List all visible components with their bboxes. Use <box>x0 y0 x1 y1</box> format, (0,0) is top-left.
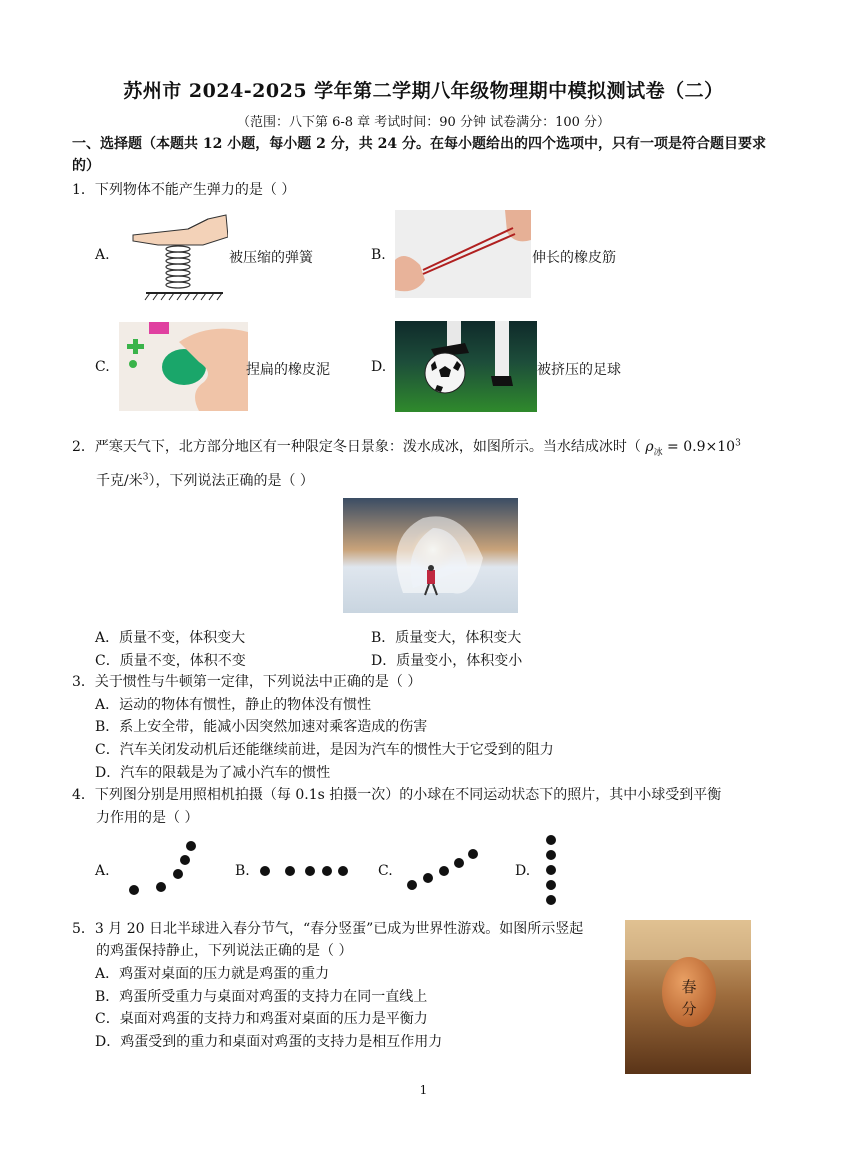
q4b-ball <box>305 866 315 876</box>
q4-label-b: B. <box>235 863 250 879</box>
q4d-ball <box>546 850 556 860</box>
compressed-spring-image <box>128 207 228 302</box>
rho-subscript: 冰 <box>653 447 663 458</box>
q1-option-d-text: 被挤压的足球 <box>537 362 621 378</box>
q5-option-c: C．桌面对鸡蛋的支持力和鸡蛋对桌面的压力是平衡力 <box>95 1011 428 1027</box>
q4a-ball <box>173 869 183 879</box>
q4c-ball <box>439 866 449 876</box>
q4b-ball <box>322 866 332 876</box>
q3-option-c: C．汽车关闭发动机后还能继续前进，是因为汽车的惯性大于它受到的阻力 <box>95 742 554 758</box>
q1-option-a-text: 被压缩的弹簧 <box>229 250 313 266</box>
q4a-ball <box>180 855 190 865</box>
soccer-ball-image <box>395 321 537 412</box>
question-5-stem-line2: 的鸡蛋保持静止，下列说法正确的是（ ） <box>96 943 353 959</box>
q4d-ball <box>546 895 556 905</box>
q1-option-c-letter: C. <box>95 359 110 375</box>
water-to-ice-image <box>343 498 518 613</box>
q4d-ball <box>546 880 556 890</box>
q4c-ball <box>468 849 478 859</box>
page-number: 1 <box>419 1083 428 1097</box>
q5-option-b: B．鸡蛋所受重力与桌面对鸡蛋的支持力在同一直线上 <box>95 989 428 1005</box>
q2-stem-end: ），下列说法正确的是（ ） <box>148 473 314 489</box>
exam-scope-info: （范围：八下第 6-8 章 考试时间：90 分钟 试卷满分：100 分） <box>236 115 611 130</box>
egg-text-fen: 分 <box>681 1000 697 1018</box>
rubber-band-image <box>395 210 531 298</box>
q4a-ball <box>129 885 139 895</box>
standing-egg-image <box>625 920 751 1074</box>
q4b-ball <box>285 866 295 876</box>
page-title: 苏州市 2024-2025 学年第二学期八年级物理期中模拟测试卷（二） <box>123 80 724 102</box>
egg-text-chun: 春 <box>681 978 697 996</box>
q2-option-d: D．质量变小，体积变小 <box>371 653 523 669</box>
q4-label-a: A. <box>95 863 110 879</box>
q4b-ball <box>260 866 270 876</box>
q4d-ball <box>546 835 556 845</box>
q3-option-b: B．系上安全带，能减小因突然加速对乘客造成的伤害 <box>95 719 428 735</box>
question-4-stem: 4．下列图分别是用照相机拍摄（每 0.1s 拍摄一次）的小球在不同运动状态下的照片，其中小球受到平衡 <box>72 787 722 803</box>
q4a-ball <box>156 882 166 892</box>
squeezed-clay-image <box>119 322 248 411</box>
q1-option-d-letter: D. <box>371 359 387 375</box>
q4-label-d: D. <box>515 863 531 879</box>
q4a-ball <box>186 841 196 851</box>
question-1-stem: 1．下列物体不能产生弹力的是（ ） <box>72 182 296 198</box>
q3-option-a: A．运动的物体有惯性，静止的物体没有惯性 <box>95 697 372 713</box>
q4c-ball <box>407 880 417 890</box>
question-2-stem <box>72 436 741 458</box>
q2-option-c: C．质量不变，体积不变 <box>95 653 246 669</box>
q4d-ball <box>546 865 556 875</box>
section-heading: 一、选择题（本题共 12 小题，每小题 2 分，共 24 分。在每小题给出的四个选项中，只有一项是符合题目要求的） <box>72 136 766 174</box>
question-5-stem: 5．3 月 20 日北半球进入春分节气，“春分竖蛋”已成为世界性游戏。如图所示竖起 <box>72 921 584 937</box>
q1-option-b-letter: B. <box>371 247 386 263</box>
q1-option-b-text: 伸长的橡皮筋 <box>532 250 616 266</box>
q4b-ball <box>338 866 348 876</box>
rho-exponent: 3 <box>735 438 741 449</box>
q5-option-a: A．鸡蛋对桌面的压力就是鸡蛋的重力 <box>95 966 330 982</box>
q2-unit-exponent: 3 <box>142 472 149 483</box>
rho-value: = 0.9×10 <box>662 439 736 455</box>
q1-option-c-text: 捏扁的橡皮泥 <box>246 362 330 378</box>
question-2-stem-line2 <box>96 470 314 490</box>
q2-stem-text: 2．严寒天气下，北方部分地区有一种限定冬日景象：泼水成冰，如图所示。当水结成冰时（ <box>72 439 641 455</box>
q4-label-c: C. <box>378 863 393 879</box>
q2-option-a: A．质量不变，体积变大 <box>95 630 246 646</box>
q3-option-d: D．汽车的限载是为了减小汽车的惯性 <box>95 765 331 781</box>
question-3-stem: 3．关于惯性与牛顿第一定律，下列说法中正确的是（ ） <box>72 674 422 690</box>
q4c-ball <box>423 873 433 883</box>
question-4-stem-line2: 力作用的是（ ） <box>96 810 199 826</box>
q1-option-a-letter: A. <box>95 247 110 263</box>
q2-unit: 千克/米 <box>96 473 143 489</box>
q5-option-d: D．鸡蛋受到的重力和桌面对鸡蛋的支持力是相互作用力 <box>95 1034 443 1050</box>
q4c-ball <box>454 858 464 868</box>
rho-symbol: ρ <box>645 439 654 455</box>
q2-option-b: B．质量变大，体积变大 <box>371 630 522 646</box>
